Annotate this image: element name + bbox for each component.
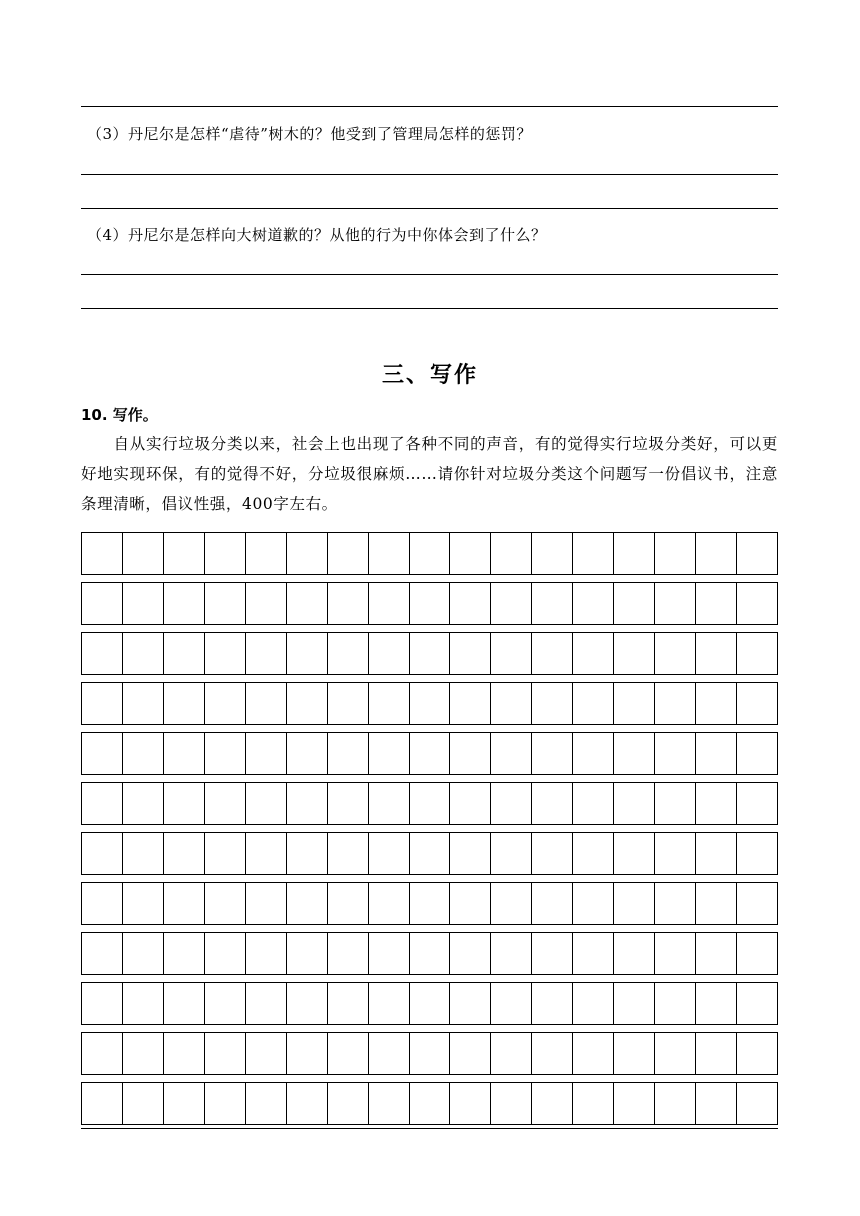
grid-cell[interactable] — [246, 633, 287, 674]
grid-bottom-line — [81, 1128, 778, 1129]
grid-cell[interactable] — [246, 733, 287, 774]
grid-cell[interactable] — [205, 1083, 246, 1124]
answer-line[interactable] — [81, 174, 778, 175]
grid-cell[interactable] — [123, 783, 164, 824]
grid-cell[interactable] — [696, 633, 737, 674]
grid-cell[interactable] — [410, 683, 451, 724]
grid-cell[interactable] — [164, 983, 205, 1024]
grid-cell[interactable] — [410, 1083, 451, 1124]
grid-cell[interactable] — [246, 833, 287, 874]
grid-cell[interactable] — [246, 583, 287, 624]
grid-cell[interactable] — [573, 683, 614, 724]
answer-line[interactable] — [81, 308, 778, 309]
grid-cell[interactable] — [287, 983, 328, 1024]
grid-cell[interactable] — [164, 733, 205, 774]
grid-cell[interactable] — [164, 633, 205, 674]
question-4: （4）丹尼尔是怎样向大树道歉的？从他的行为中你体会到了什么？ — [87, 226, 547, 244]
grid-cell[interactable] — [287, 633, 328, 674]
grid-cell[interactable] — [82, 683, 123, 724]
grid-cell[interactable] — [205, 683, 246, 724]
grid-cell[interactable] — [410, 533, 451, 574]
grid-cell[interactable] — [205, 833, 246, 874]
grid-cell[interactable] — [82, 1083, 123, 1124]
grid-cell[interactable] — [491, 983, 532, 1024]
composition-grid[interactable] — [81, 532, 778, 1130]
grid-cell[interactable] — [205, 1033, 246, 1074]
grid-cell[interactable] — [410, 983, 451, 1024]
grid-cell[interactable] — [573, 583, 614, 624]
grid-cell[interactable] — [532, 883, 573, 924]
grid-cell[interactable] — [123, 1033, 164, 1074]
grid-cell[interactable] — [655, 733, 696, 774]
grid-cell[interactable] — [737, 633, 777, 674]
grid-row — [81, 932, 778, 975]
grid-cell[interactable] — [696, 983, 737, 1024]
grid-cell[interactable] — [164, 683, 205, 724]
grid-cell[interactable] — [696, 1083, 737, 1124]
grid-cell[interactable] — [450, 733, 491, 774]
grid-cell[interactable] — [328, 1083, 369, 1124]
grid-cell[interactable] — [82, 833, 123, 874]
grid-cell[interactable] — [246, 883, 287, 924]
grid-cell[interactable] — [287, 583, 328, 624]
grid-cell[interactable] — [82, 533, 123, 574]
grid-cell[interactable] — [287, 783, 328, 824]
grid-cell[interactable] — [369, 683, 410, 724]
grid-cell[interactable] — [450, 933, 491, 974]
grid-cell[interactable] — [287, 1083, 328, 1124]
grid-cell[interactable] — [82, 983, 123, 1024]
grid-cell[interactable] — [491, 633, 532, 674]
grid-cell[interactable] — [369, 733, 410, 774]
grid-cell[interactable] — [573, 833, 614, 874]
grid-cell[interactable] — [573, 983, 614, 1024]
grid-cell[interactable] — [655, 783, 696, 824]
grid-cell[interactable] — [164, 833, 205, 874]
grid-cell[interactable] — [123, 733, 164, 774]
grid-cell[interactable] — [737, 883, 777, 924]
grid-cell[interactable] — [410, 933, 451, 974]
grid-cell[interactable] — [450, 1083, 491, 1124]
grid-cell[interactable] — [246, 783, 287, 824]
grid-cell[interactable] — [369, 633, 410, 674]
grid-cell[interactable] — [328, 533, 369, 574]
grid-cell[interactable] — [655, 933, 696, 974]
grid-cell[interactable] — [205, 583, 246, 624]
grid-cell[interactable] — [532, 1033, 573, 1074]
grid-cell[interactable] — [205, 633, 246, 674]
grid-cell[interactable] — [369, 583, 410, 624]
grid-cell[interactable] — [410, 783, 451, 824]
grid-cell[interactable] — [205, 533, 246, 574]
grid-cell[interactable] — [491, 1083, 532, 1124]
grid-cell[interactable] — [450, 583, 491, 624]
grid-cell[interactable] — [328, 733, 369, 774]
grid-cell[interactable] — [614, 983, 655, 1024]
grid-cell[interactable] — [369, 983, 410, 1024]
grid-cell[interactable] — [696, 583, 737, 624]
grid-cell[interactable] — [573, 1083, 614, 1124]
grid-cell[interactable] — [205, 983, 246, 1024]
question-3: （3）丹尼尔是怎样“虐待”树木的？他受到了管理局怎样的惩罚？ — [87, 125, 532, 143]
grid-cell[interactable] — [737, 833, 777, 874]
grid-cell[interactable] — [123, 833, 164, 874]
grid-cell[interactable] — [532, 983, 573, 1024]
grid-cell[interactable] — [573, 933, 614, 974]
grid-cell[interactable] — [450, 683, 491, 724]
grid-row — [81, 1082, 778, 1125]
grid-cell[interactable] — [696, 883, 737, 924]
grid-cell[interactable] — [328, 933, 369, 974]
section-title: 三、写作 — [381, 363, 478, 388]
grid-cell[interactable] — [246, 533, 287, 574]
grid-cell[interactable] — [573, 733, 614, 774]
grid-cell[interactable] — [410, 633, 451, 674]
grid-cell[interactable] — [82, 633, 123, 674]
grid-cell[interactable] — [737, 783, 777, 824]
grid-cell[interactable] — [369, 1083, 410, 1124]
grid-cell[interactable] — [532, 833, 573, 874]
grid-cell[interactable] — [369, 1033, 410, 1074]
grid-cell[interactable] — [614, 833, 655, 874]
grid-cell[interactable] — [491, 533, 532, 574]
grid-cell[interactable] — [655, 1083, 696, 1124]
grid-cell[interactable] — [287, 933, 328, 974]
grid-cell[interactable] — [532, 683, 573, 724]
grid-cell[interactable] — [164, 1083, 205, 1124]
grid-cell[interactable] — [369, 933, 410, 974]
grid-row — [81, 982, 778, 1025]
grid-cell[interactable] — [655, 633, 696, 674]
grid-cell[interactable] — [696, 683, 737, 724]
grid-cell[interactable] — [164, 883, 205, 924]
grid-cell[interactable] — [410, 883, 451, 924]
grid-cell[interactable] — [246, 983, 287, 1024]
writing-prompt: 自从实行垃圾分类以来，社会上也出现了各种不同的声音，有的觉得实行垃圾分类好，可以更好地实现环保，有的觉得不好，分垃圾很麻烦……请你针对垃圾分类这个问题写一份倡议书，注意条理清晰，倡议性强，400字左右。 — [81, 435, 778, 513]
grid-cell[interactable] — [328, 1033, 369, 1074]
grid-cell[interactable] — [246, 1083, 287, 1124]
grid-cell[interactable] — [328, 583, 369, 624]
answer-line[interactable] — [81, 208, 778, 209]
grid-cell[interactable] — [737, 1083, 777, 1124]
grid-cell[interactable] — [737, 533, 777, 574]
grid-cell[interactable] — [205, 883, 246, 924]
grid-cell[interactable] — [614, 933, 655, 974]
grid-row — [81, 782, 778, 825]
grid-row — [81, 582, 778, 625]
grid-cell[interactable] — [696, 833, 737, 874]
grid-cell[interactable] — [696, 533, 737, 574]
grid-cell[interactable] — [450, 833, 491, 874]
grid-cell[interactable] — [737, 733, 777, 774]
answer-line — [81, 106, 778, 107]
grid-row — [81, 532, 778, 575]
grid-cell[interactable] — [123, 633, 164, 674]
grid-cell[interactable] — [164, 533, 205, 574]
grid-cell[interactable] — [369, 783, 410, 824]
grid-cell[interactable] — [450, 983, 491, 1024]
grid-cell[interactable] — [450, 783, 491, 824]
answer-line[interactable] — [81, 274, 778, 275]
grid-cell[interactable] — [246, 683, 287, 724]
grid-cell[interactable] — [369, 533, 410, 574]
grid-cell[interactable] — [532, 1083, 573, 1124]
grid-cell[interactable] — [737, 983, 777, 1024]
grid-cell[interactable] — [205, 733, 246, 774]
grid-cell[interactable] — [287, 533, 328, 574]
grid-cell[interactable] — [123, 983, 164, 1024]
grid-cell[interactable] — [123, 883, 164, 924]
grid-cell[interactable] — [328, 983, 369, 1024]
grid-cell[interactable] — [82, 783, 123, 824]
grid-row — [81, 1032, 778, 1075]
grid-cell[interactable] — [655, 583, 696, 624]
grid-cell[interactable] — [287, 833, 328, 874]
grid-cell[interactable] — [369, 883, 410, 924]
grid-cell[interactable] — [614, 533, 655, 574]
grid-cell[interactable] — [164, 783, 205, 824]
grid-cell[interactable] — [410, 733, 451, 774]
grid-cell[interactable] — [328, 633, 369, 674]
grid-cell[interactable] — [123, 683, 164, 724]
grid-cell[interactable] — [328, 833, 369, 874]
grid-cell[interactable] — [410, 833, 451, 874]
grid-cell[interactable] — [532, 533, 573, 574]
grid-cell[interactable] — [737, 1033, 777, 1074]
grid-cell[interactable] — [123, 1083, 164, 1124]
grid-cell[interactable] — [410, 583, 451, 624]
grid-cell[interactable] — [491, 733, 532, 774]
grid-cell[interactable] — [123, 933, 164, 974]
grid-cell[interactable] — [491, 833, 532, 874]
grid-cell[interactable] — [532, 583, 573, 624]
grid-cell[interactable] — [82, 883, 123, 924]
grid-cell[interactable] — [205, 933, 246, 974]
grid-cell[interactable] — [737, 583, 777, 624]
grid-cell[interactable] — [246, 933, 287, 974]
grid-cell[interactable] — [450, 883, 491, 924]
grid-cell[interactable] — [491, 783, 532, 824]
grid-cell[interactable] — [164, 933, 205, 974]
grid-cell[interactable] — [164, 583, 205, 624]
grid-cell[interactable] — [164, 1033, 205, 1074]
grid-cell[interactable] — [246, 1033, 287, 1074]
grid-cell[interactable] — [491, 933, 532, 974]
grid-cell[interactable] — [532, 783, 573, 824]
grid-cell[interactable] — [655, 533, 696, 574]
grid-cell[interactable] — [82, 583, 123, 624]
grid-cell[interactable] — [123, 583, 164, 624]
grid-cell[interactable] — [655, 1033, 696, 1074]
grid-cell[interactable] — [532, 633, 573, 674]
grid-cell[interactable] — [614, 883, 655, 924]
grid-cell[interactable] — [328, 883, 369, 924]
grid-cell[interactable] — [491, 583, 532, 624]
grid-cell[interactable] — [614, 633, 655, 674]
grid-cell[interactable] — [450, 633, 491, 674]
grid-row — [81, 832, 778, 875]
grid-cell[interactable] — [532, 933, 573, 974]
grid-cell[interactable] — [737, 683, 777, 724]
grid-cell[interactable] — [614, 683, 655, 724]
grid-cell[interactable] — [491, 1033, 532, 1074]
grid-cell[interactable] — [696, 733, 737, 774]
grid-cell[interactable] — [573, 633, 614, 674]
grid-cell[interactable] — [614, 1083, 655, 1124]
grid-cell[interactable] — [532, 733, 573, 774]
grid-cell[interactable] — [369, 833, 410, 874]
grid-cell[interactable] — [573, 783, 614, 824]
grid-cell[interactable] — [655, 833, 696, 874]
grid-cell[interactable] — [696, 1033, 737, 1074]
grid-cell[interactable] — [655, 883, 696, 924]
grid-cell[interactable] — [614, 583, 655, 624]
grid-cell[interactable] — [696, 783, 737, 824]
grid-row — [81, 682, 778, 725]
grid-cell[interactable] — [614, 733, 655, 774]
grid-cell[interactable] — [450, 1033, 491, 1074]
grid-cell[interactable] — [287, 733, 328, 774]
grid-cell[interactable] — [696, 933, 737, 974]
grid-cell[interactable] — [655, 983, 696, 1024]
grid-cell[interactable] — [410, 1033, 451, 1074]
grid-cell[interactable] — [328, 683, 369, 724]
grid-cell[interactable] — [491, 683, 532, 724]
grid-cell[interactable] — [450, 533, 491, 574]
question-10-heading: 10. 写作。 — [81, 406, 158, 424]
grid-row — [81, 882, 778, 925]
grid-cell[interactable] — [614, 1033, 655, 1074]
grid-cell[interactable] — [737, 933, 777, 974]
grid-cell[interactable] — [123, 533, 164, 574]
grid-cell[interactable] — [82, 1033, 123, 1074]
grid-cell[interactable] — [614, 783, 655, 824]
grid-cell[interactable] — [82, 733, 123, 774]
grid-cell[interactable] — [328, 783, 369, 824]
grid-cell[interactable] — [205, 783, 246, 824]
grid-cell[interactable] — [573, 533, 614, 574]
grid-cell[interactable] — [655, 683, 696, 724]
grid-cell[interactable] — [491, 883, 532, 924]
grid-cell[interactable] — [82, 933, 123, 974]
grid-cell[interactable] — [287, 683, 328, 724]
grid-cell[interactable] — [573, 1033, 614, 1074]
grid-cell[interactable] — [573, 883, 614, 924]
grid-cell[interactable] — [287, 1033, 328, 1074]
grid-row — [81, 632, 778, 675]
grid-row — [81, 732, 778, 775]
grid-cell[interactable] — [287, 883, 328, 924]
